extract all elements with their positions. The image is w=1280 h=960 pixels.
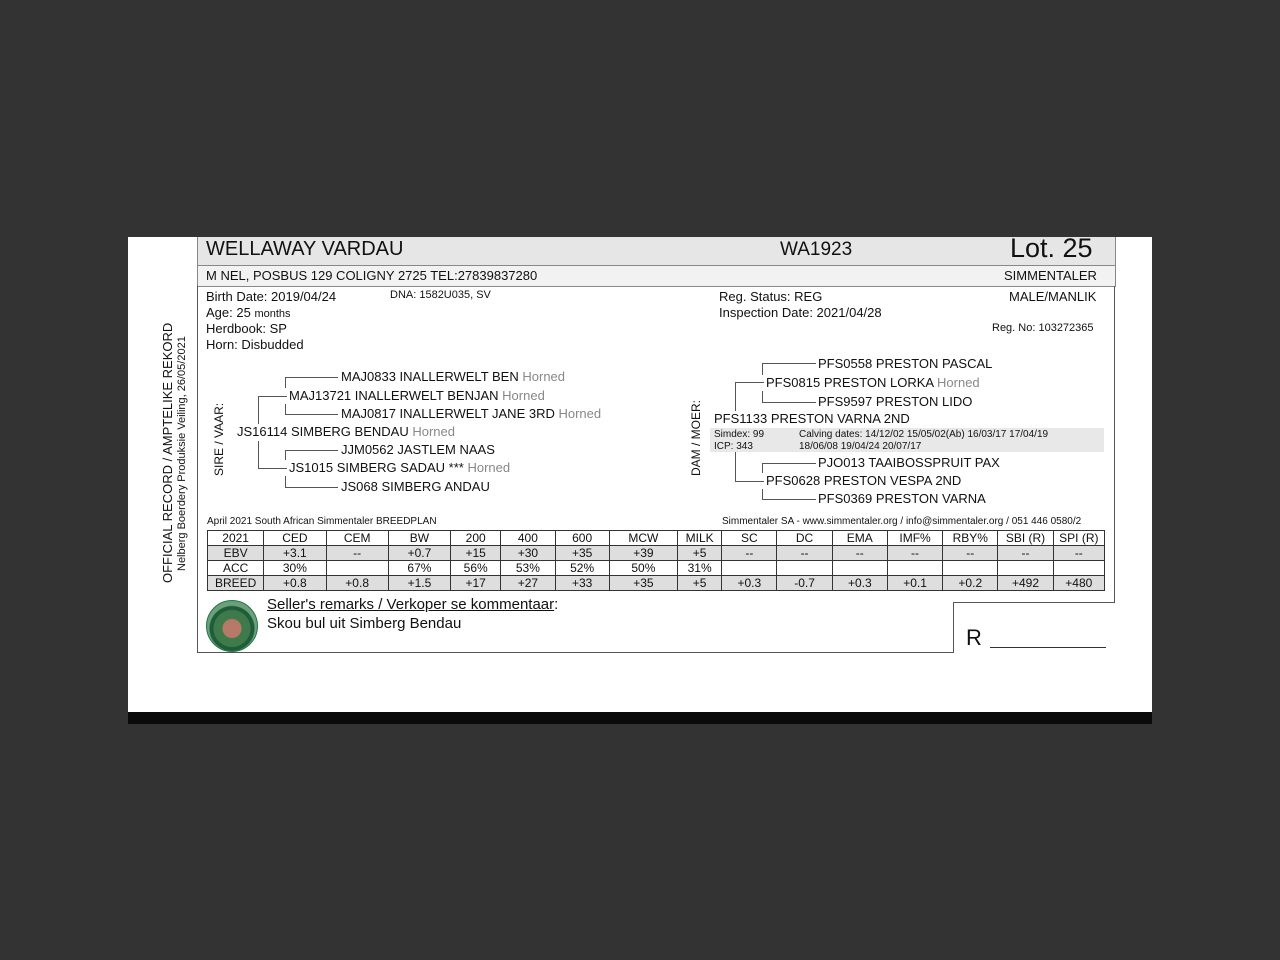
dam-sire [766, 375, 980, 390]
table-cell: MCW [609, 531, 677, 546]
table-cell: EMA [832, 531, 887, 546]
table-cell: BREED [208, 576, 264, 591]
table-cell [722, 561, 777, 576]
price-box-left [953, 602, 954, 653]
table-cell: SC [722, 531, 777, 546]
dam-tree-line [735, 481, 764, 482]
dam-label: DAM / MOER: [689, 399, 703, 476]
table-cell: SPI (R) [1053, 531, 1104, 546]
dam-sire-text: PFS0815 PRESTON LORKA [766, 375, 934, 390]
dam-name: PFS1133 PRESTON VARNA 2ND [714, 411, 910, 426]
table-cell: +30 [501, 546, 555, 561]
table-cell: +3.1 [264, 546, 326, 561]
table-cell: 600 [555, 531, 609, 546]
sire-name [237, 424, 455, 439]
table-cell: +0.2 [943, 576, 998, 591]
auction-info-text: Nelberg Boerdery Produksie Veiling, 26/05/2021 [176, 336, 188, 571]
sire-horn: Horned [412, 424, 455, 439]
sire-sire-horn: Horned [502, 388, 545, 403]
table-cell: 56% [451, 561, 501, 576]
dam-tree-line [735, 382, 736, 411]
table-cell: -- [832, 546, 887, 561]
sire-tree-line [285, 404, 286, 414]
birth-date: Birth Date: 2019/04/24 [206, 289, 337, 304]
sire-tree-line [285, 487, 338, 488]
reg-number: Reg. No: 103272365 [992, 322, 1094, 334]
ssd-horn: Horned [558, 406, 602, 421]
table-cell: 2021 [208, 531, 264, 546]
frame-right [1114, 286, 1115, 602]
table-cell: RBY% [943, 531, 998, 546]
price-prefix: R [966, 625, 982, 650]
table-cell: +0.8 [326, 576, 388, 591]
dam-tree-line [762, 463, 816, 464]
official-record-text: OFFICIAL RECORD / AMPTELIKE REKORD [160, 322, 175, 583]
simdex: Simdex: 99 [714, 429, 765, 440]
sire-text: JS16114 SIMBERG BENDAU [237, 424, 409, 439]
remarks-bottom-line [197, 652, 954, 653]
sire-dam [289, 460, 510, 475]
table-cell [998, 561, 1053, 576]
table-cell: -- [1053, 546, 1104, 561]
table-cell: 200 [451, 531, 501, 546]
icp: ICP: 343 [714, 441, 753, 452]
dam-tree-line [762, 363, 763, 375]
horn-status: Horn: Disbudded [206, 337, 304, 352]
table-cell: -- [943, 546, 998, 561]
table-cell: BW [388, 531, 450, 546]
table-cell: +15 [451, 546, 501, 561]
sire-label: SIRE / VAAR: [212, 402, 226, 476]
table-cell: -- [777, 546, 832, 561]
dam-dam-dam: PFS0369 PRESTON VARNA [818, 491, 986, 506]
age-value: Age: 25 [206, 305, 251, 320]
price-input-line[interactable] [990, 647, 1106, 648]
table-cell: +0.3 [832, 576, 887, 591]
animal-id: WA1923 [780, 239, 853, 260]
owner-line: M NEL, POSBUS 129 COLIGNY 2725 TEL:27839837280 [206, 268, 538, 283]
price-box-top [953, 602, 1115, 603]
table-cell [887, 561, 942, 576]
table-cell [943, 561, 998, 576]
table-cell: -- [722, 546, 777, 561]
sss-text: MAJ0833 INALLERWELT BEN [341, 369, 519, 384]
sire-sire [289, 388, 545, 403]
inspection-date: Inspection Date: 2021/04/28 [719, 305, 882, 320]
sire-tree-line [258, 396, 259, 424]
table-cell: 30% [264, 561, 326, 576]
table-cell: +5 [678, 546, 722, 561]
table-cell: -- [326, 546, 388, 561]
table-cell: 52% [555, 561, 609, 576]
sire-tree-line [285, 476, 286, 487]
sire-sire-dam [341, 406, 601, 421]
dam-sire-dam: PFS9597 PRESTON LIDO [818, 394, 973, 409]
breed-name: SIMMENTALER [1004, 268, 1097, 283]
table-cell: SBI (R) [998, 531, 1053, 546]
table-cell: +35 [609, 576, 677, 591]
sire-dam-sire: JJM0562 JASTLEM NAAS [341, 442, 495, 457]
table-cell: -- [887, 546, 942, 561]
sex: MALE/MANLIK [1009, 289, 1097, 304]
table-cell [832, 561, 887, 576]
table-cell: CED [264, 531, 326, 546]
reg-status: Reg. Status: REG [719, 289, 823, 304]
dam-tree-line [762, 391, 763, 402]
table-cell: -- [998, 546, 1053, 561]
sire-dam-dam: JS068 SIMBERG ANDAU [341, 479, 490, 494]
table-cell: +0.1 [887, 576, 942, 591]
breed-row [208, 576, 1105, 591]
sire-tree-line [258, 468, 287, 469]
sire-dam-horn: Horned [467, 460, 511, 475]
sire-dam-text: JS1015 SIMBERG SADAU *** [289, 460, 464, 475]
dam-dam: PFS0628 PRESTON VESPA 2ND [766, 473, 962, 488]
table-cell: +1.5 [388, 576, 450, 591]
dam-tree-line [735, 452, 736, 481]
dam-tree-line [762, 499, 816, 500]
calving-dates-1: Calving dates: 14/12/02 15/05/02(Ab) 16/03/17 17/04/19 [799, 429, 1049, 440]
ssd-text: MAJ0817 INALLERWELT JANE 3RD [341, 406, 555, 421]
lot-number: Lot. 25 [1010, 233, 1093, 263]
ebv-table [207, 530, 1105, 591]
dam-sire-sire: PFS0558 PRESTON PASCAL [818, 356, 993, 371]
dam-tree-line [735, 382, 764, 383]
sss-horn: Horned [522, 369, 566, 384]
simmentaler-logo-icon [206, 600, 258, 652]
frame-left [197, 286, 198, 653]
table-cell: 53% [501, 561, 555, 576]
table-cell: ACC [208, 561, 264, 576]
sire-tree-line [258, 441, 259, 468]
dam-tree-line [762, 489, 763, 499]
dna: DNA: 1582U035, SV [390, 289, 491, 301]
dam-tree-line [762, 402, 816, 403]
table-cell: 50% [609, 561, 677, 576]
table-cell: +0.8 [264, 576, 326, 591]
remarks-title-colon: : [554, 596, 559, 613]
sire-tree-line [285, 377, 286, 388]
acc-row [208, 561, 1105, 576]
age [206, 305, 291, 320]
animal-name: WELLAWAY VARDAU [206, 238, 404, 260]
remarks-text: Skou bul uit Simberg Bendau [267, 615, 462, 632]
dam-dam-sire: PJO013 TAAIBOSSPRUIT PAX [818, 455, 1000, 470]
table-cell: +17 [451, 576, 501, 591]
age-unit: months [254, 308, 291, 320]
dam-tree-line [762, 363, 816, 364]
table-cell: +33 [555, 576, 609, 591]
table-cell: -0.7 [777, 576, 832, 591]
sire-sire-sire [341, 369, 565, 384]
table-cell: MILK [678, 531, 722, 546]
table-cell: +0.3 [722, 576, 777, 591]
table-cell [326, 561, 388, 576]
breedplan-contact: Simmentaler SA - www.simmentaler.org / info@simmentaler.org / 051 446 0580/2 [722, 516, 1082, 527]
remarks-title [267, 596, 558, 613]
bottom-bar [128, 712, 1152, 724]
remarks-title-text: Seller's remarks / Verkoper se kommentaar [267, 596, 555, 613]
sire-tree-line [285, 414, 338, 415]
calving-dates-2: 18/06/08 19/04/24 20/07/17 [799, 441, 922, 452]
table-cell: +492 [998, 576, 1053, 591]
table-cell: +480 [1053, 576, 1104, 591]
table-cell: +5 [678, 576, 722, 591]
table-cell: +39 [609, 546, 677, 561]
table-cell: +0.7 [388, 546, 450, 561]
herdbook: Herdbook: SP [206, 321, 287, 336]
sire-tree-line [258, 396, 287, 397]
dam-sire-horn: Horned [937, 375, 980, 390]
table-cell: DC [777, 531, 832, 546]
sire-tree-line [285, 377, 338, 378]
table-cell: +35 [555, 546, 609, 561]
breedplan-title: April 2021 South African Simmentaler BREEDPLAN [207, 516, 437, 527]
sire-tree-line [285, 450, 338, 451]
ebv-row [208, 546, 1105, 561]
table-cell: 67% [388, 561, 450, 576]
table-cell: 400 [501, 531, 555, 546]
table-cell: IMF% [887, 531, 942, 546]
table-cell: +27 [501, 576, 555, 591]
table-cell [777, 561, 832, 576]
table-cell: 31% [678, 561, 722, 576]
table-cell [1053, 561, 1104, 576]
table-cell: EBV [208, 546, 264, 561]
sire-sire-text: MAJ13721 INALLERWELT BENJAN [289, 388, 499, 403]
dam-tree-line [762, 463, 763, 473]
ebv-header-row [208, 531, 1105, 546]
sire-tree-line [285, 450, 286, 460]
table-cell: CEM [326, 531, 388, 546]
